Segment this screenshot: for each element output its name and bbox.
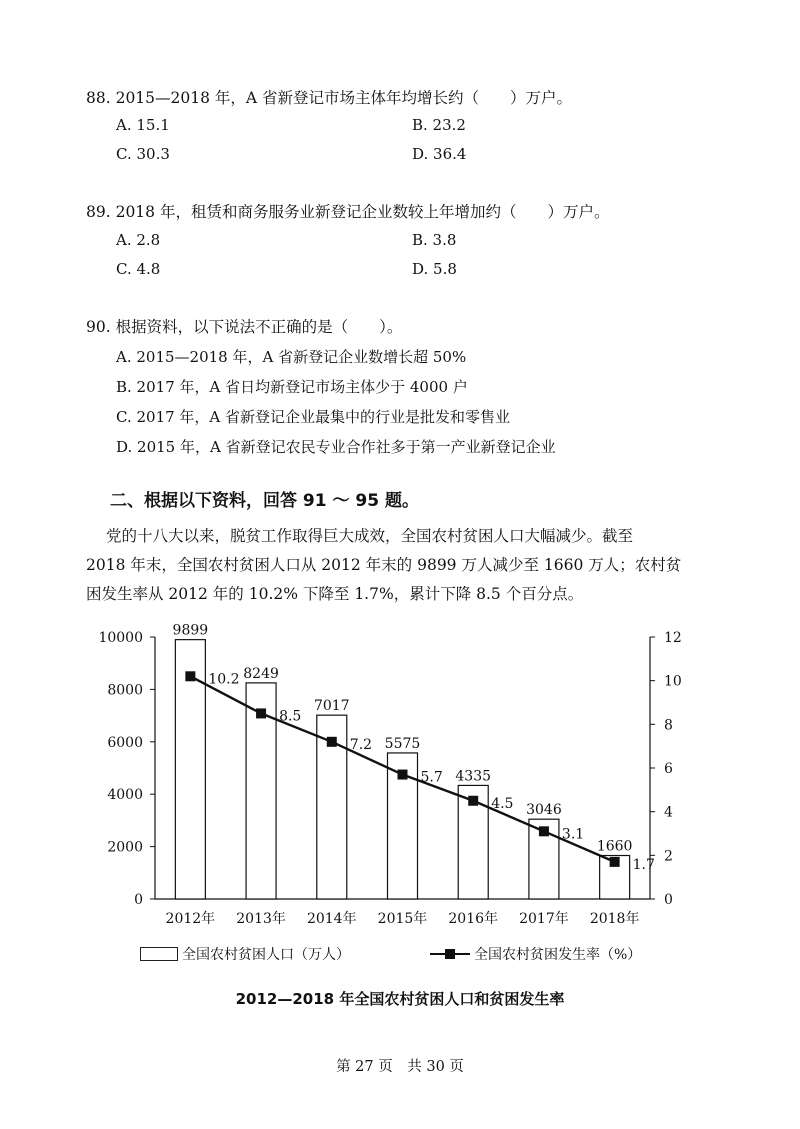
bar-value-label: 1660 <box>596 838 633 855</box>
rate-point <box>398 770 408 780</box>
question-89-stem: 89. 2018 年，租赁和商务服务业新登记企业数较上年增加约（ ）万户。 <box>86 203 610 221</box>
category-label: 2017年 <box>519 911 569 927</box>
category-label: 2015年 <box>377 911 428 927</box>
category-label: 2016年 <box>448 911 499 927</box>
q89-option-b: B. 3.8 <box>412 231 457 249</box>
question-88-stem: 88. 2015—2018 年，A 省新登记市场主体年均增长约（ ）万户。 <box>86 89 573 107</box>
right-tick-label: 10 <box>664 673 682 690</box>
category-label: 2013年 <box>236 911 286 927</box>
paragraph-line-3: 困发生率从 2012 年的 10.2% 下降至 1.7%，累计下降 8.5 个百分点。 <box>86 585 584 603</box>
q88-option-d: D. 36.4 <box>412 145 467 163</box>
right-tick-label: 12 <box>664 630 682 646</box>
legend-line-label: 全国农村贫困发生率（%） <box>474 947 642 963</box>
left-tick-label: 2000 <box>107 839 143 856</box>
q90-option-a: A. 2015—2018 年，A 省新登记企业数增长超 50% <box>116 348 467 366</box>
q89-option-a: A. 2.8 <box>116 231 161 249</box>
rate-value-label: 10.2 <box>208 671 240 688</box>
category-label: 2012年 <box>165 911 216 927</box>
bar-value-label: 7017 <box>313 698 350 715</box>
paragraph-line-1: 党的十八大以来，脱贫工作取得巨大成效，全国农村贫困人口大幅减少。截至 <box>106 527 634 545</box>
left-tick-label: 6000 <box>107 734 143 751</box>
bar-value-label: 5575 <box>384 735 421 752</box>
right-tick-label: 8 <box>664 717 673 734</box>
left-tick-label: 4000 <box>107 787 143 804</box>
rate-value-label: 8.5 <box>279 708 302 725</box>
rate-value-label: 4.5 <box>491 795 514 812</box>
chart-legend <box>140 944 641 964</box>
left-tick-label: 8000 <box>107 682 143 699</box>
rate-point <box>468 796 478 806</box>
category-label: 2018年 <box>589 911 640 927</box>
right-tick-label: 6 <box>664 761 673 777</box>
question-90-stem: 90. 根据资料，以下说法不正确的是（ ）。 <box>86 318 403 336</box>
q89-option-d: D. 5.8 <box>412 260 457 278</box>
q88-option-a: A. 15.1 <box>116 116 170 134</box>
rate-point <box>185 671 195 681</box>
paragraph-line-2: 2018 年末，全国农村贫困人口从 2012 年末的 9899 万人减少至 1660 万人；农村贫 <box>86 556 682 574</box>
rate-point <box>610 857 620 867</box>
legend-line-swatch <box>430 948 470 960</box>
right-tick-label: 2 <box>664 848 673 865</box>
left-tick-label: 0 <box>134 892 143 908</box>
poverty-chart <box>0 620 800 930</box>
rate-point <box>327 737 337 747</box>
category-label: 2014年 <box>306 911 357 927</box>
legend-bar-label: 全国农村贫困人口（万人） <box>182 947 350 963</box>
chart-title: 2012—2018 年全国农村贫困人口和贫困发生率 <box>235 990 565 1008</box>
bar-value-label: 9899 <box>172 622 209 639</box>
rate-value-label: 1.7 <box>632 856 655 873</box>
q90-option-d: D. 2015 年，A 省新登记农民专业合作社多于第一产业新登记企业 <box>116 438 556 456</box>
rate-value-label: 7.2 <box>349 736 373 753</box>
q90-option-c: C. 2017 年，A 省新登记企业最集中的行业是批发和零售业 <box>116 408 511 426</box>
page-footer: 第 27 页 共 30 页 <box>336 1059 464 1075</box>
legend-bar-swatch <box>140 947 178 961</box>
q90-option-b: B. 2017 年，A 省日均新登记市场主体少于 4000 户 <box>116 378 468 396</box>
right-tick-label: 4 <box>664 804 673 821</box>
bar-value-label: 4335 <box>455 768 492 785</box>
bar-value-label: 3046 <box>526 802 562 819</box>
rate-value-label: 5.7 <box>420 769 443 786</box>
rate-point <box>539 826 549 836</box>
material-paragraph <box>86 522 716 609</box>
rate-value-label: 3.1 <box>561 826 585 843</box>
left-tick-label: 10000 <box>98 630 143 646</box>
q88-option-b: B. 23.2 <box>412 116 466 134</box>
q88-option-c: C. 30.3 <box>116 145 170 163</box>
bar-value-label: 8249 <box>243 665 279 682</box>
section-heading: 二、根据以下资料，回答 91 ～ 95 题。 <box>110 491 419 511</box>
q89-option-c: C. 4.8 <box>116 260 161 278</box>
right-tick-label: 0 <box>664 892 673 908</box>
rate-point <box>256 708 266 718</box>
